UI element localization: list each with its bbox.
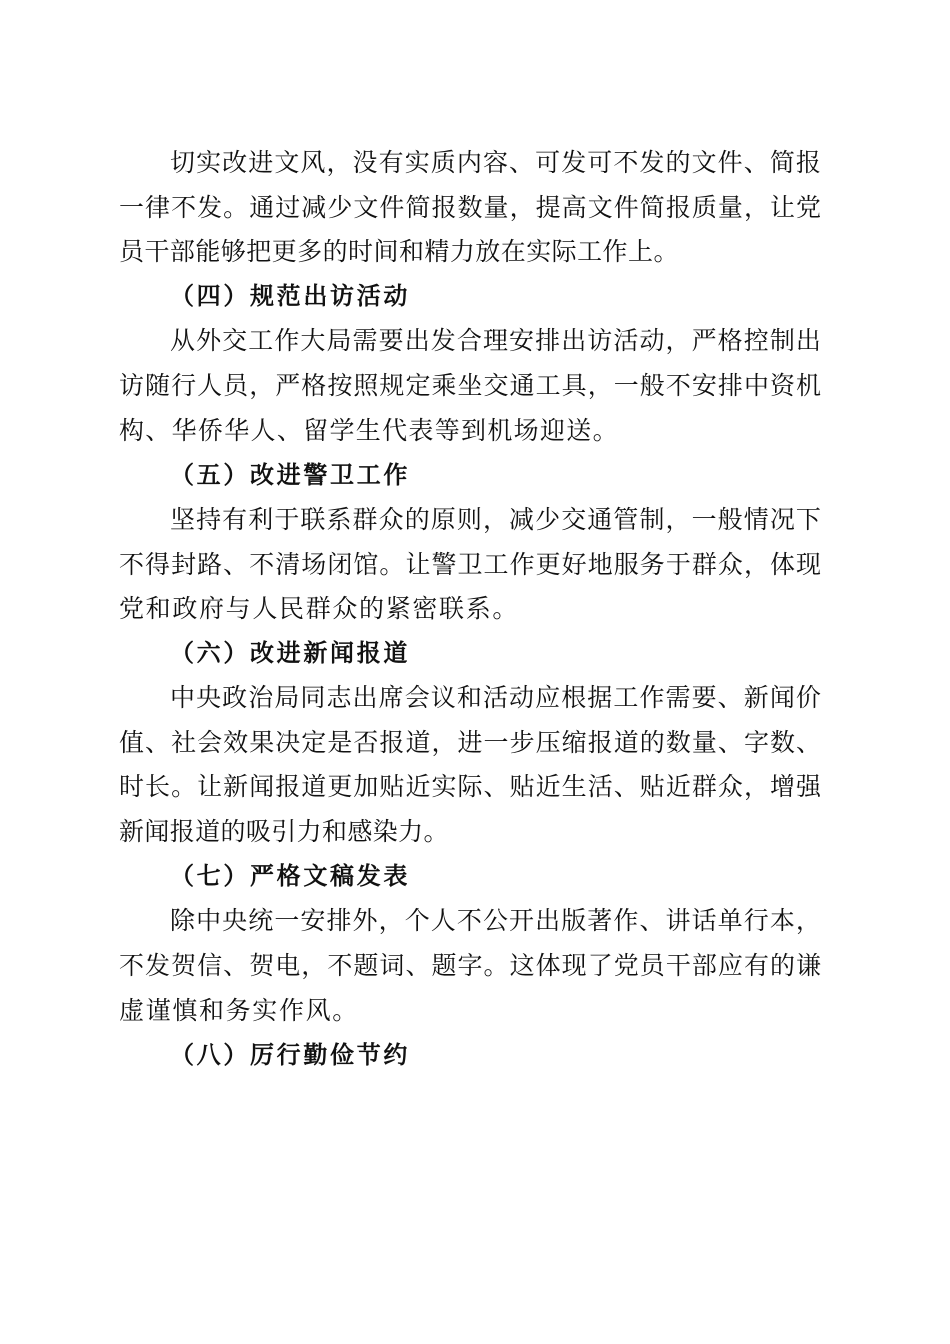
paragraph-line: 虚谨慎和务实作风。 [119,996,359,1025]
paragraph-line: 从外交工作大局需要出发合理安排出访活动，严格控制出 [170,326,823,355]
paragraph-line: 时长。让新闻报道更加贴近实际、贴近生活、贴近群众，增强 [119,772,823,801]
paragraph-line: 切实改进文风，没有实质内容、可发可不发的文件、简报 [170,148,823,177]
paragraph-line: 除中央统一安排外，个人不公开出版著作、讲话单行本， [170,906,823,935]
section-heading: （六）改进新闻报道 [170,638,411,667]
paragraph-line: 党和政府与人民群众的紧密联系。 [119,594,520,623]
paragraph-line: 一律不发。通过减少文件简报数量，提高文件简报质量，让党 [119,193,823,222]
paragraph-line: 坚持有利于联系群众的原则，减少交通管制，一般情况下 [170,505,823,534]
paragraph-line: 值、社会效果决定是否报道，进一步压缩报道的数量、字数、 [119,728,823,757]
section-heading: （五）改进警卫工作 [170,460,411,489]
section-heading: （八）厉行勤俭节约 [170,1040,411,1069]
paragraph-line: 构、华侨华人、留学生代表等到机场迎送。 [119,416,619,445]
paragraph-line: 访随行人员，严格按照规定乘坐交通工具，一般不安排中资机 [119,371,823,400]
paragraph-line: 不得封路、不清场闭馆。让警卫工作更好地服务于群众，体现 [119,550,823,579]
section-heading: （七）严格文稿发表 [170,861,411,890]
paragraph-line: 员干部能够把更多的时间和精力放在实际工作上。 [119,237,679,266]
paragraph-line: 中央政治局同志出席会议和活动应根据工作需要、新闻价 [170,683,823,712]
section-heading: （四）规范出访活动 [170,281,411,310]
paragraph-line: 新闻报道的吸引力和感染力。 [119,817,449,846]
paragraph-line: 不发贺信、贺电，不题词、题字。这体现了党员干部应有的谦 [119,951,823,980]
